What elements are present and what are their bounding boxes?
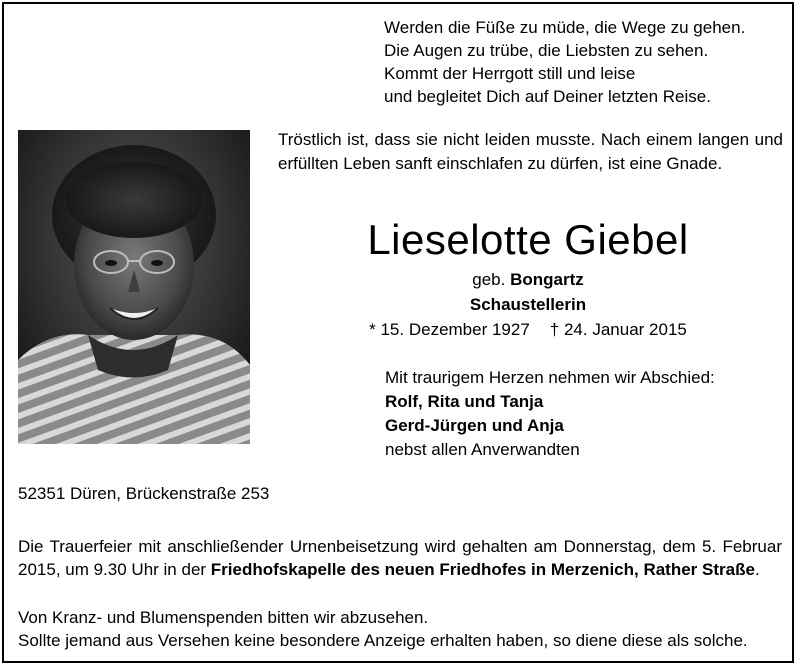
- mourners-intro: Mit traurigem Herzen nehmen wir Abschied:: [385, 368, 715, 387]
- birth-date: * 15. Dezember 1927: [369, 320, 530, 339]
- profession: Schaustellerin: [469, 295, 587, 314]
- funeral-text: Die Trauerfeier mit anschließender Urnenbeisetzung wird gehalten am Donnerstag, dem 5. Februar 2015, um 9.30 Uhr in der: [18, 537, 782, 579]
- life-dates: [258, 318, 798, 341]
- maiden-name: Bongartz: [510, 270, 584, 289]
- portrait-photo: [18, 130, 250, 444]
- poem: [384, 16, 745, 108]
- mourner-family-2: Gerd-Jürgen und Anja: [385, 416, 564, 435]
- maiden-name-line: [258, 268, 798, 291]
- poem-line-1: Werden die Füße zu müde, die Wege zu gehen.: [384, 18, 746, 37]
- born-prefix: geb.: [472, 270, 506, 289]
- notice-note: Sollte jemand aus Versehen keine besondere Anzeige erhalten haben, so diene diese als solche.: [18, 631, 748, 650]
- mourner-family-1: Rolf, Rita und Tanja: [385, 392, 544, 411]
- deceased-name: Lieselotte Giebel: [367, 216, 689, 263]
- poem-line-2: Die Augen zu trübe, die Liebsten zu sehen.: [384, 41, 709, 60]
- funeral-text-end: .: [754, 559, 760, 579]
- funeral-location: Friedhofskapelle des neuen Friedhofes in Merzenich, Rather Straße: [210, 559, 755, 579]
- flowers-note: Von Kranz- und Blumenspenden bitten wir abzusehen.: [18, 608, 429, 627]
- mourners-block: [385, 366, 715, 462]
- intro-text: Tröstlich ist, dass sie nicht leiden musste. Nach einem langen und erfüllten Leben sanft einschlafen zu dürfen, ist eine Gnade.: [278, 130, 783, 173]
- death-date: † 24. Januar 2015: [549, 320, 687, 339]
- mourners-others: nebst allen Anverwandten: [385, 440, 580, 459]
- funeral-details: [18, 536, 782, 581]
- poem-line-4: und begleitet Dich auf Deiner letzten Reise.: [384, 87, 711, 106]
- portrait-illustration: [18, 130, 250, 444]
- poem-line-3: Kommt der Herrgott still und leise: [384, 64, 636, 83]
- family-address: 52351 Düren, Brückenstraße 253: [18, 484, 270, 503]
